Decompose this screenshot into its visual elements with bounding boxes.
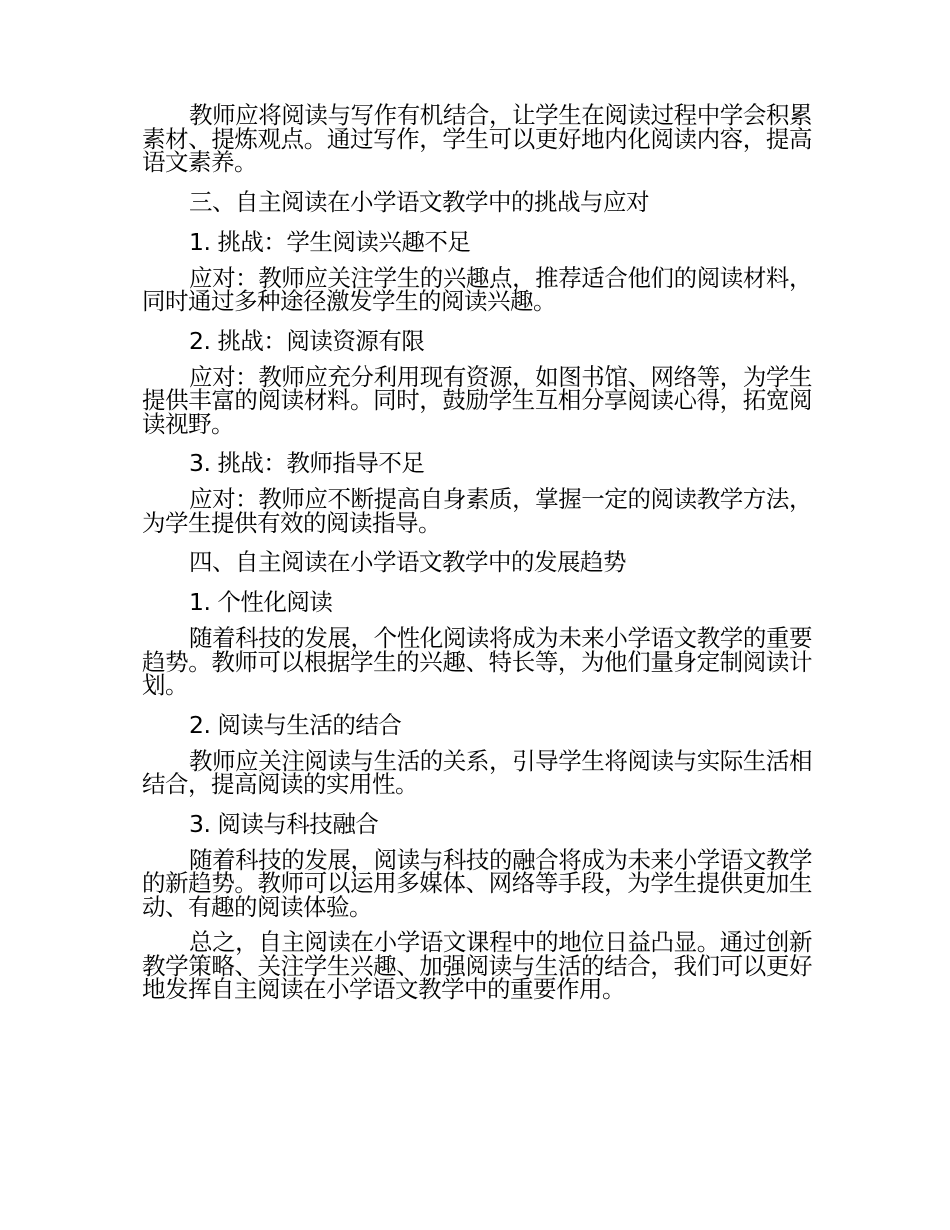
subheading-challenge-2: 2. 挑战：阅读资源有限 bbox=[189, 326, 425, 355]
section-heading-challenges: 三、自主阅读在小学语文教学中的挑战与应对 bbox=[189, 187, 649, 216]
paragraph-response-3: 应对：教师应不断提高自身素质，掌握一定的阅读教学方法，为学生提供有效的阅读指导。 bbox=[142, 485, 812, 537]
subheading-challenge-3: 3. 挑战：教师指导不足 bbox=[189, 449, 425, 477]
subheading-trend-2: 2. 阅读与生活的结合 bbox=[189, 710, 402, 739]
paragraph-reading-writing: 教师应将阅读与写作有机结合，让学生在阅读过程中学会积累素材、提炼观点。通过写作，学生可以更好地内化阅读内容，提高语文素养。 bbox=[142, 101, 812, 176]
paragraph-response-1: 应对：教师应关注学生的兴趣点，推荐适合他们的阅读材料，同时通过多种途径激发学生的阅读兴趣。 bbox=[142, 263, 812, 315]
paragraph-trend-1: 随着科技的发展，个性化阅读将成为未来小学语文教学的重要趋势。教师可以根据学生的兴趣、特长等，为他们量身定制阅读计划。 bbox=[142, 624, 812, 699]
subheading-trend-3: 3. 阅读与科技融合 bbox=[189, 809, 379, 838]
subheading-trend-1: 1. 个性化阅读 bbox=[189, 588, 333, 616]
section-heading-trends: 四、自主阅读在小学语文教学中的发展趋势 bbox=[189, 548, 626, 576]
subheading-challenge-1: 1. 挑战：学生阅读兴趣不足 bbox=[189, 227, 471, 256]
paragraph-conclusion: 总之，自主阅读在小学语文课程中的地位日益凸显。通过创新教学策略、关注学生兴趣、加强阅读与生活的结合，我们可以更好地发挥自主阅读在小学语文教学中的重要作用。 bbox=[142, 928, 812, 1003]
paragraph-trend-2: 教师应关注阅读与生活的关系，引导学生将阅读与实际生活相结合，提高阅读的实用性。 bbox=[142, 746, 812, 798]
paragraph-response-2: 应对：教师应充分利用现有资源，如图书馆、网络等，为学生提供丰富的阅读材料。同时，鼓励学生互相分享阅读心得，拓宽阅读视野。 bbox=[142, 362, 812, 438]
paragraph-trend-3: 随着科技的发展，阅读与科技的融合将成为未来小学语文教学的新趋势。教师可以运用多媒体、网络等手段，为学生提供更加生动、有趣的阅读体验。 bbox=[142, 845, 812, 921]
document-page bbox=[142, 101, 812, 1003]
